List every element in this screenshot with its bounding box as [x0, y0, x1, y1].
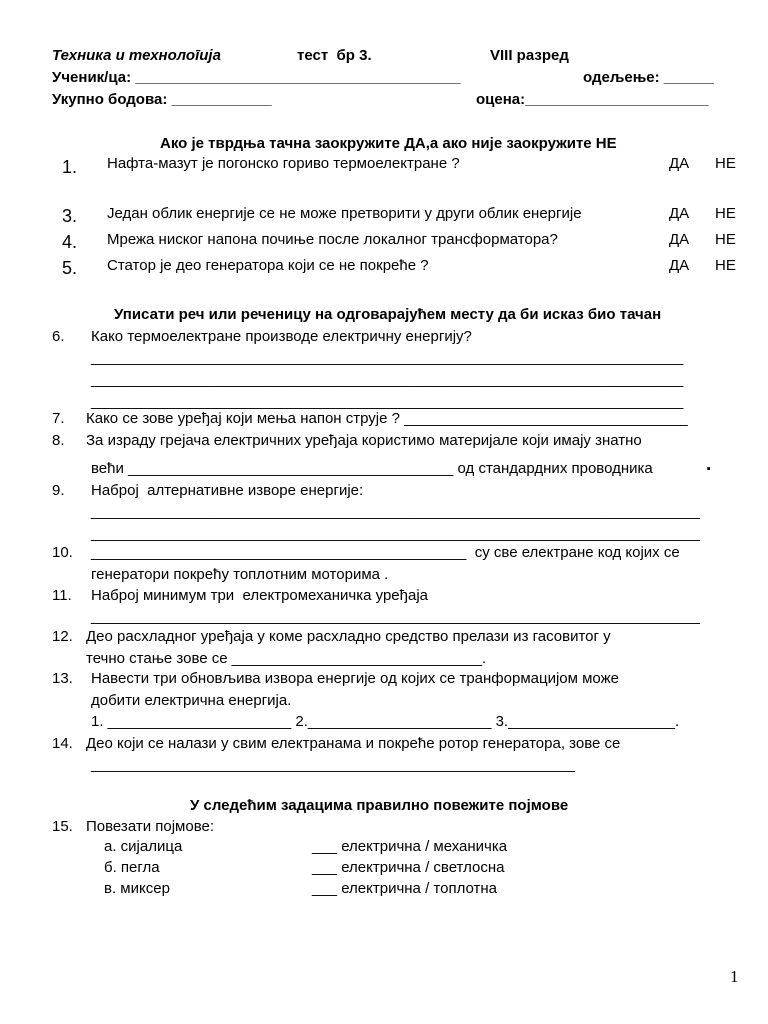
answer-line: _______________________________________________________________________	[91, 371, 684, 388]
student-name-field: Ученик/ца: _______________________________________	[52, 69, 461, 86]
question-text: Наброј минимум три електромеханичка уређаја	[91, 587, 429, 604]
answer-line: _______________________________________________________________________	[91, 393, 684, 410]
question-text: Повезати појмове:	[86, 818, 215, 835]
question-text: Део који се налази у свим електранама и покреће ротор генератора, зове се	[86, 735, 621, 752]
item-number: 7.	[52, 410, 65, 427]
item-number: 8.	[52, 432, 65, 449]
subject-title: Техника и технолоīија	[52, 47, 221, 64]
yes-option: ДА	[669, 205, 690, 222]
match-left-item: а. сијалица	[104, 838, 183, 855]
answer-blanks: 1. ______________________ 2.______________________ 3.____________________.	[91, 713, 680, 730]
yes-option: ДА	[669, 155, 690, 172]
statement-text: Нафта-мазут је погонско гориво термоелектране ?	[107, 155, 460, 172]
statement-text: Један облик енергије се не може претворити у други облик енергије	[107, 205, 582, 222]
question-text: добити електрична енергија.	[91, 692, 292, 709]
item-number: 6.	[52, 328, 65, 345]
answer-line: _________________________________________________________________________	[91, 608, 700, 625]
total-points-field: Укупно бодова: ____________	[52, 91, 272, 108]
match-left-item: в. миксер	[104, 880, 170, 897]
question-text: Навести три обновљива извора енергије од којих се транформацијом може	[91, 670, 619, 687]
item-number: 14.	[52, 735, 73, 752]
answer-line: _________________________________________________________________________	[91, 503, 700, 520]
match-right-item: ___ електрична / светлосна	[312, 859, 505, 876]
match-right-item: ___ електрична / механичка	[312, 838, 508, 855]
no-option: НЕ	[715, 205, 736, 222]
answer-line: _______________________________________________________________________	[91, 349, 684, 366]
no-option: НЕ	[715, 231, 736, 248]
answer-line: _________________________________________________________________________	[91, 525, 700, 542]
question-text: Део расхладног уређаја у коме расхладно средство прелази из гасовитог у	[86, 628, 611, 645]
item-number: 5.	[62, 258, 78, 278]
match-left-item: б. пегла	[104, 859, 160, 876]
no-option: НЕ	[715, 155, 736, 172]
section3-title: У следећим задацима правилно повежите појмове	[190, 797, 569, 814]
item-number: 13.	[52, 670, 73, 687]
class-field: одељење: ______	[583, 69, 714, 86]
period-mark: .	[706, 454, 712, 475]
item-number: 11.	[52, 587, 72, 604]
item-number: 12.	[52, 628, 73, 645]
grade-field: оцена:______________________	[476, 91, 709, 108]
question-text: генератори покрећу топлотним моторима .	[91, 566, 389, 583]
section2-title: Уписати реч или реченицу на одговарајућем месту да би исказ био тачан	[114, 306, 662, 323]
answer-line: __________________________________________________________	[91, 756, 575, 773]
item-number: 10.	[52, 544, 73, 561]
question-text: Наброј алтернативне изворе енергије:	[91, 482, 364, 499]
item-number: 4.	[62, 232, 78, 252]
section1-title: Ако је тврдња тачна заокружите ДА,а ако није заокружите НЕ	[160, 135, 617, 152]
item-number: 9.	[52, 482, 65, 499]
question-text: Како се зове уређај који мења напон струје ? __________________________________	[86, 410, 688, 427]
question-text: већи _______________________________________ од стандардних проводника	[91, 460, 653, 477]
statement-text: Статор је део генератора који се не покреће ?	[107, 257, 429, 274]
no-option: НЕ	[715, 257, 736, 274]
item-number: 15.	[52, 818, 73, 835]
test-number: тест бр 3.	[297, 47, 372, 64]
statement-text: Мрежа ниског напона почиње после локалног трансформатора?	[107, 231, 558, 248]
question-text: _____________________________________________ су све електране код којих се	[91, 544, 680, 561]
match-right-item: ___ електрична / топлотна	[312, 880, 497, 897]
yes-option: ДА	[669, 257, 690, 274]
question-text: Како термоелектране производе електричну енергију?	[91, 328, 472, 345]
grade-level: VIII разред	[490, 47, 569, 64]
question-text: течно стање зове се ______________________________.	[86, 650, 487, 667]
page-number: 1	[730, 967, 739, 986]
yes-option: ДА	[669, 231, 690, 248]
item-number: 1.	[62, 157, 78, 177]
item-number: 3.	[62, 206, 78, 226]
question-text: За израду грејача електричних уређаја користимо материјале који имају знатно	[86, 432, 642, 449]
